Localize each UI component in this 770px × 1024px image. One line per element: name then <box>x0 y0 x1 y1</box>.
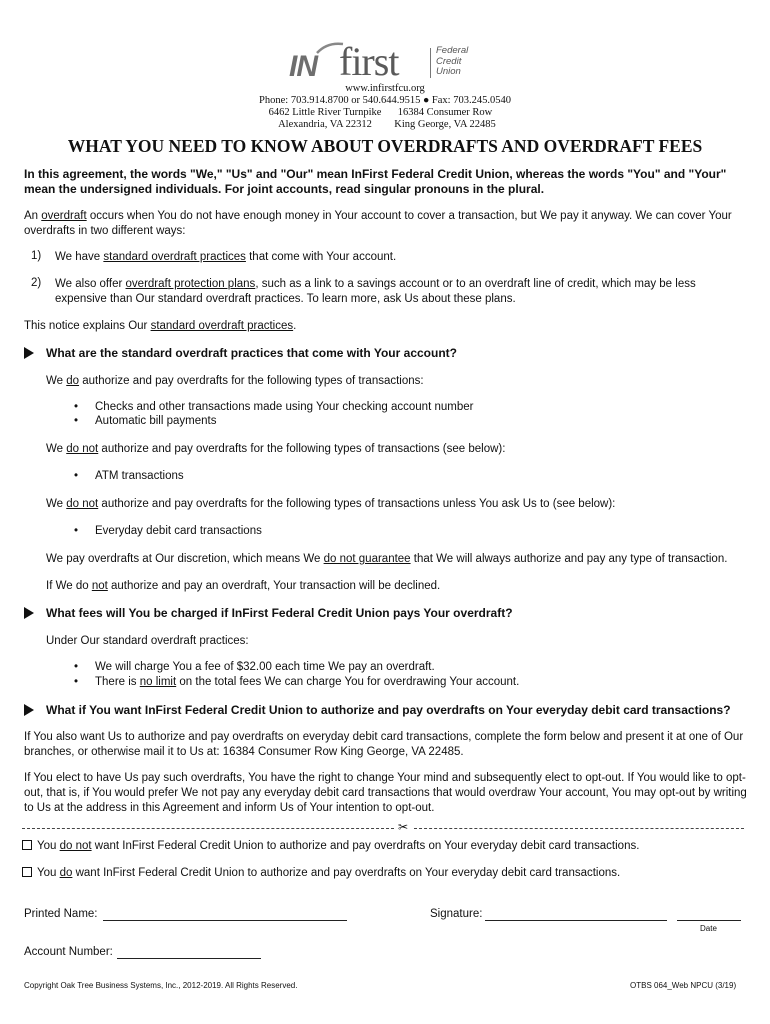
q2-limit-post: on the total fees We can charge You for overdrawing Your account. <box>176 676 520 688</box>
cut-line-dash-left <box>22 828 394 829</box>
q1-unless-u: do not <box>66 498 99 510</box>
signature-field[interactable] <box>485 920 667 921</box>
bullet-dot: • <box>74 525 79 537</box>
logo-sub-federal: Federal <box>436 45 469 56</box>
printed-name-field[interactable] <box>103 920 347 921</box>
q1-declined-post: authorize and pay an overdraft, Your transaction will be declined. <box>107 580 441 592</box>
q1-donot-item-1: ATM transactions <box>95 470 184 482</box>
date-label: Date <box>700 924 717 933</box>
overdraft-definition <box>24 209 748 239</box>
bullet-dot: • <box>74 415 79 427</box>
q1-discretion-post: that We will always authorize and pay any type of transaction. <box>410 553 728 565</box>
definition-term: overdraft <box>41 210 87 222</box>
way-2-term: overdraft protection plans <box>125 278 256 290</box>
opt-in-post: want InFirst Federal Credit Union to authorize and pay overdrafts on Your everyday debit card transactions. <box>72 867 621 879</box>
website: www.infirstfcu.org <box>345 83 425 94</box>
address-left-street: 6462 Little River Turnpike <box>268 107 382 118</box>
q1-donot-pre: We <box>46 443 67 455</box>
q2-limit-u: no limit <box>139 676 177 688</box>
notice-pre: This notice explains Our <box>24 320 151 332</box>
q1-do-item-2: Automatic bill payments <box>95 415 217 427</box>
address-right <box>390 107 500 131</box>
q1-do-post: authorize and pay overdrafts for the following types of transactions: <box>79 375 424 387</box>
way-1-term: standard overdraft practices <box>103 251 246 263</box>
q1-donot-u: do not <box>66 443 99 455</box>
logo-in-text: IN <box>289 50 317 83</box>
q1-unless-text <box>46 497 746 512</box>
address-left-city: Alexandria, VA 22312 <box>278 119 372 130</box>
notice-term: standard overdraft practices <box>150 320 294 332</box>
way-1-text <box>55 250 745 265</box>
q2-fee-item: We will charge You a fee of $32.00 each time We pay an overdraft. <box>95 661 435 673</box>
address-left <box>260 107 390 131</box>
triangle-bullet-icon <box>24 607 34 619</box>
q1-discretion-pre: We pay overdrafts at Our discretion, which means We <box>46 553 324 565</box>
date-field[interactable] <box>677 920 741 921</box>
q3-heading <box>24 703 731 717</box>
logo-sub-union: Union <box>436 66 461 77</box>
signature-label: Signature: <box>430 908 483 920</box>
triangle-bullet-icon <box>24 347 34 359</box>
account-number-field[interactable] <box>117 958 261 959</box>
q2-limit-item <box>95 676 519 688</box>
form-id: OTBS 064_Web NPCU (3/19) <box>630 981 737 990</box>
bullet-dot: • <box>74 401 79 413</box>
account-number-label: Account Number: <box>24 946 113 958</box>
way-1-number: 1) <box>31 250 42 262</box>
logo-first-text: first <box>339 39 399 84</box>
q1-do-item-1: Checks and other transactions made using Your checking account number <box>95 401 474 413</box>
page-title: WHAT YOU NEED TO KNOW ABOUT OVERDRAFTS AND OVERDRAFT FEES <box>67 136 703 156</box>
opt-out-checkbox[interactable] <box>22 840 32 850</box>
opt-out-u: do not <box>59 840 92 852</box>
definition-post: occurs when You do not have enough money in Your account to cover a transaction, but We pay it anyway. We can cover Your overdrafts in two different ways: <box>24 210 732 237</box>
opt-in-checkbox[interactable] <box>22 867 32 877</box>
q1-declined-pre: If We do <box>46 580 92 592</box>
phone-line: Phone: 703.914.8700 or 540.644.9515 ● Fax: 703.245.0540 <box>259 95 511 106</box>
q2-heading <box>24 606 513 620</box>
bullet-dot: • <box>74 470 79 482</box>
q1-heading-text: What are the standard overdraft practices that come with Your account? <box>46 346 457 360</box>
notice-post: . <box>293 320 297 332</box>
printed-name-label: Printed Name: <box>24 908 98 920</box>
q1-donot-text <box>46 442 746 457</box>
q1-do-u: do <box>66 375 80 387</box>
infirst-logo <box>289 39 479 84</box>
triangle-bullet-icon <box>24 704 34 716</box>
way-2-text <box>55 277 750 307</box>
q1-do-pre: We <box>46 375 67 387</box>
q1-unless-pre: We <box>46 498 67 510</box>
notice-text <box>24 319 748 334</box>
q1-discretion-text <box>46 552 756 567</box>
q1-do-text <box>46 374 746 389</box>
q2-limit-pre: There is <box>95 676 140 688</box>
q1-donot-post: authorize and pay overdrafts for the following types of transactions (see below): <box>98 443 506 455</box>
intro-paragraph: In this agreement, the words "We," "Us" and "Our" mean InFirst Federal Credit Union, whereas the words "You" and "Your" mean the undersigned individuals. For joint accounts, read singular pronouns in the plural. <box>24 167 727 196</box>
q2-under-text: Under Our standard overdraft practices: <box>46 635 249 647</box>
cut-line <box>22 820 744 834</box>
way-2-post: , such as a link to a savings account or to an overdraft line of credit, which may be less expensive than Our standard overdraft practices. To learn more, ask Us about these plans. <box>55 278 696 305</box>
way-1-pre: We have <box>55 251 104 263</box>
q3-paragraph-1: If You also want Us to authorize and pay overdrafts on everyday debit card transactions, complete the form below and present it at one of Our branches, or otherwise mail it to Us at: 16384 Consumer Row King George, VA 22485. <box>24 731 744 758</box>
copyright: Copyright Oak Tree Business Systems, Inc., 2012-2019. All Rights Reserved. <box>24 981 298 990</box>
definition-pre: An <box>24 210 42 222</box>
q1-declined-u: not <box>91 580 108 592</box>
opt-out-pre: You <box>37 840 60 852</box>
bullet-dot: • <box>74 676 79 688</box>
q1-unless-item-1: Everyday debit card transactions <box>95 525 262 537</box>
address-right-city: King George, VA 22485 <box>394 119 496 130</box>
address-right-street: 16384 Consumer Row <box>397 107 493 118</box>
opt-in-option[interactable] <box>22 867 620 879</box>
logo-subtitle <box>436 46 468 78</box>
q1-unless-post: authorize and pay overdrafts for the following types of transactions unless You ask Us to (see below): <box>98 498 616 510</box>
q2-heading-text: What fees will You be charged if InFirst Federal Credit Union pays Your overdraft? <box>46 606 513 620</box>
q1-declined-text <box>46 579 746 594</box>
q3-heading-text: What if You want InFirst Federal Credit Union to authorize and pay overdrafts on Your everyday debit card transactions? <box>46 703 731 717</box>
cut-line-dash-right <box>414 828 744 829</box>
q1-discretion-u: do not guarantee <box>323 553 411 565</box>
way-2-pre: We also offer <box>55 278 126 290</box>
opt-in-pre: You <box>37 867 60 879</box>
way-1-post: that come with Your account. <box>245 251 397 263</box>
scissors-icon: ✂ <box>398 820 409 834</box>
opt-out-post: want InFirst Federal Credit Union to authorize and pay overdrafts on Your everyday debit card transactions. <box>91 840 640 852</box>
opt-out-option[interactable] <box>22 840 639 852</box>
q3-paragraph-2: If You elect to have Us pay such overdrafts, You have the right to change Your mind and subsequently elect to opt-out. If You would like to opt-out, that is, if You would prefer We not pay any everyday debit card transactions that would overdraw Your account, You may opt-out by writing to Us at the address in this Agreement and inform Us of Your intention to opt-out. <box>24 772 747 814</box>
logo-sub-credit: Credit <box>436 55 462 67</box>
bullet-dot: • <box>74 661 79 673</box>
way-2-number: 2) <box>31 277 42 289</box>
opt-in-u: do <box>59 867 73 879</box>
q1-heading <box>24 346 457 360</box>
logo-divider <box>430 48 431 78</box>
